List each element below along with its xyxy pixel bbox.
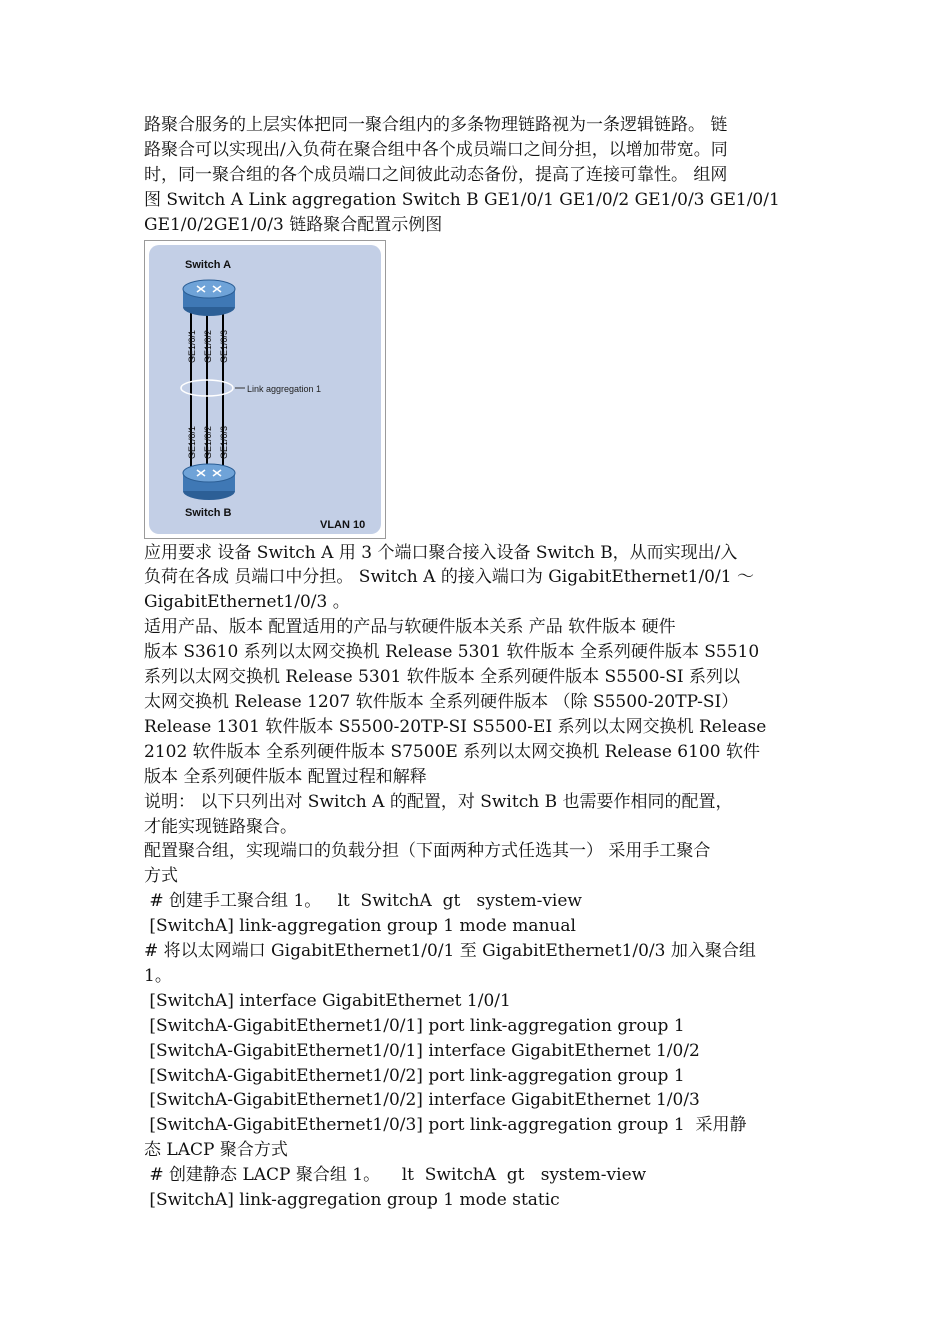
body-line: 才能实现链路聚合。	[144, 816, 297, 837]
code-line: [SwitchA] interface GigabitEthernet 1/0/1	[144, 990, 511, 1011]
intro-line: 图 Switch A Link aggregation Switch B GE1/0/1 GE1/0/2 GE1/0/3 GE1/0/1	[144, 189, 780, 210]
bottom-port-label: GE1/0/1	[187, 425, 197, 459]
aggregation-label: Link aggregation 1	[247, 383, 322, 394]
code-line: [SwitchA] link-aggregation group 1 mode static	[144, 1190, 560, 1211]
code-line: [SwitchA] link-aggregation group 1 mode manual	[144, 916, 576, 937]
body-line: GigabitEthernet1/0/3 。	[144, 592, 350, 613]
document-body	[144, 113, 808, 1213]
body-line: 太网交换机 Release 1207 软件版本 全系列硬件版本 （除 S5500-20TP-SI）	[144, 691, 739, 712]
intro-line: 路聚合服务的上层实体把同一聚合组内的多条物理链路视为一条逻辑链路。 链	[144, 115, 728, 135]
code-line: [SwitchA-GigabitEthernet1/0/1] port link-aggregation group 1	[144, 1015, 685, 1036]
body-line: 系列以太网交换机 Release 5301 软件版本 全系列硬件版本 S5500-SI 系列以	[144, 667, 740, 688]
top-port-label: GE1/0/2	[203, 329, 213, 363]
bottom-port-label: GE1/0/3	[219, 425, 229, 459]
code-comment-line: # 将以太网端口 GigabitEthernet1/0/1 至 GigabitEthernet1/0/3 加入聚合组	[144, 941, 756, 962]
diagram-svg	[145, 241, 385, 538]
intro-line: 路聚合可以实现出/入负荷在聚合组中各个成员端口之间分担，以增加带宽。同	[144, 139, 728, 160]
switch-b-label: Switch B	[185, 506, 232, 519]
body-line: 态 LACP 聚合方式	[144, 1140, 288, 1161]
body-line: 适用产品、版本 配置适用的产品与软硬件版本关系 产品 软件版本 硬件	[144, 617, 676, 638]
body-line: 2102 软件版本 全系列硬件版本 S7500E 系列以太网交换机 Release 6100 软件	[144, 741, 760, 762]
code-line: [SwitchA-GigabitEthernet1/0/1] interface GigabitEthernet 1/0/2	[144, 1040, 700, 1061]
top-port-label: GE1/0/1	[187, 329, 197, 363]
switch-a-label: Switch A	[185, 258, 232, 271]
link-aggregation-diagram	[144, 240, 386, 539]
code-line: [SwitchA-GigabitEthernet1/0/2] port link-aggregation group 1	[144, 1065, 685, 1086]
body-line: 配置聚合组，实现端口的负载分担（下面两种方式任选其一） 采用手工聚合	[144, 841, 711, 862]
switch-b-icon	[183, 464, 235, 500]
code-line: [SwitchA-GigabitEthernet1/0/3] port link-aggregation group 1 采用静	[144, 1115, 747, 1136]
bottom-port-label: GE1/0/2	[203, 425, 213, 459]
body-line: 方式	[144, 866, 178, 887]
code-line: # 创建手工聚合组 1。 lt SwitchA gt system-view	[144, 891, 582, 912]
intro-line: 时，同一聚合组的各个成员端口之间彼此动态备份，提高了连接可靠性。 组网	[144, 164, 728, 185]
body-line: 说明： 以下只列出对 Switch A 的配置，对 Switch B 也需要作相同的配置，	[144, 791, 733, 812]
intro-line: GE1/0/2GE1/0/3 链路聚合配置示例图	[144, 214, 443, 235]
switch-a-icon	[183, 280, 235, 316]
code-comment-line: 1。	[144, 965, 172, 986]
body-line: 版本 S3610 系列以太网交换机 Release 5301 软件版本 全系列硬件版本 S5510	[144, 642, 760, 663]
body-line: 版本 全系列硬件版本 配置过程和解释	[144, 766, 427, 787]
body-line: Release 1301 软件版本 S5500-20TP-SI S5500-EI 系列以太网交换机 Release	[144, 716, 767, 737]
vlan-label: VLAN 10	[320, 518, 366, 531]
body-line: 负荷在各成 员端口中分担。 Switch A 的接入端口为 GigabitEthernet1/0/1 ～	[144, 567, 754, 588]
code-line: [SwitchA-GigabitEthernet1/0/2] interface GigabitEthernet 1/0/3	[144, 1090, 700, 1111]
top-port-label: GE1/0/3	[219, 329, 229, 363]
code-line: # 创建静态 LACP 聚合组 1。 lt SwitchA gt system-view	[144, 1165, 647, 1186]
body-line: 应用要求 设备 Switch A 用 3 个端口聚合接入设备 Switch B，从而实现出/入	[144, 542, 738, 563]
